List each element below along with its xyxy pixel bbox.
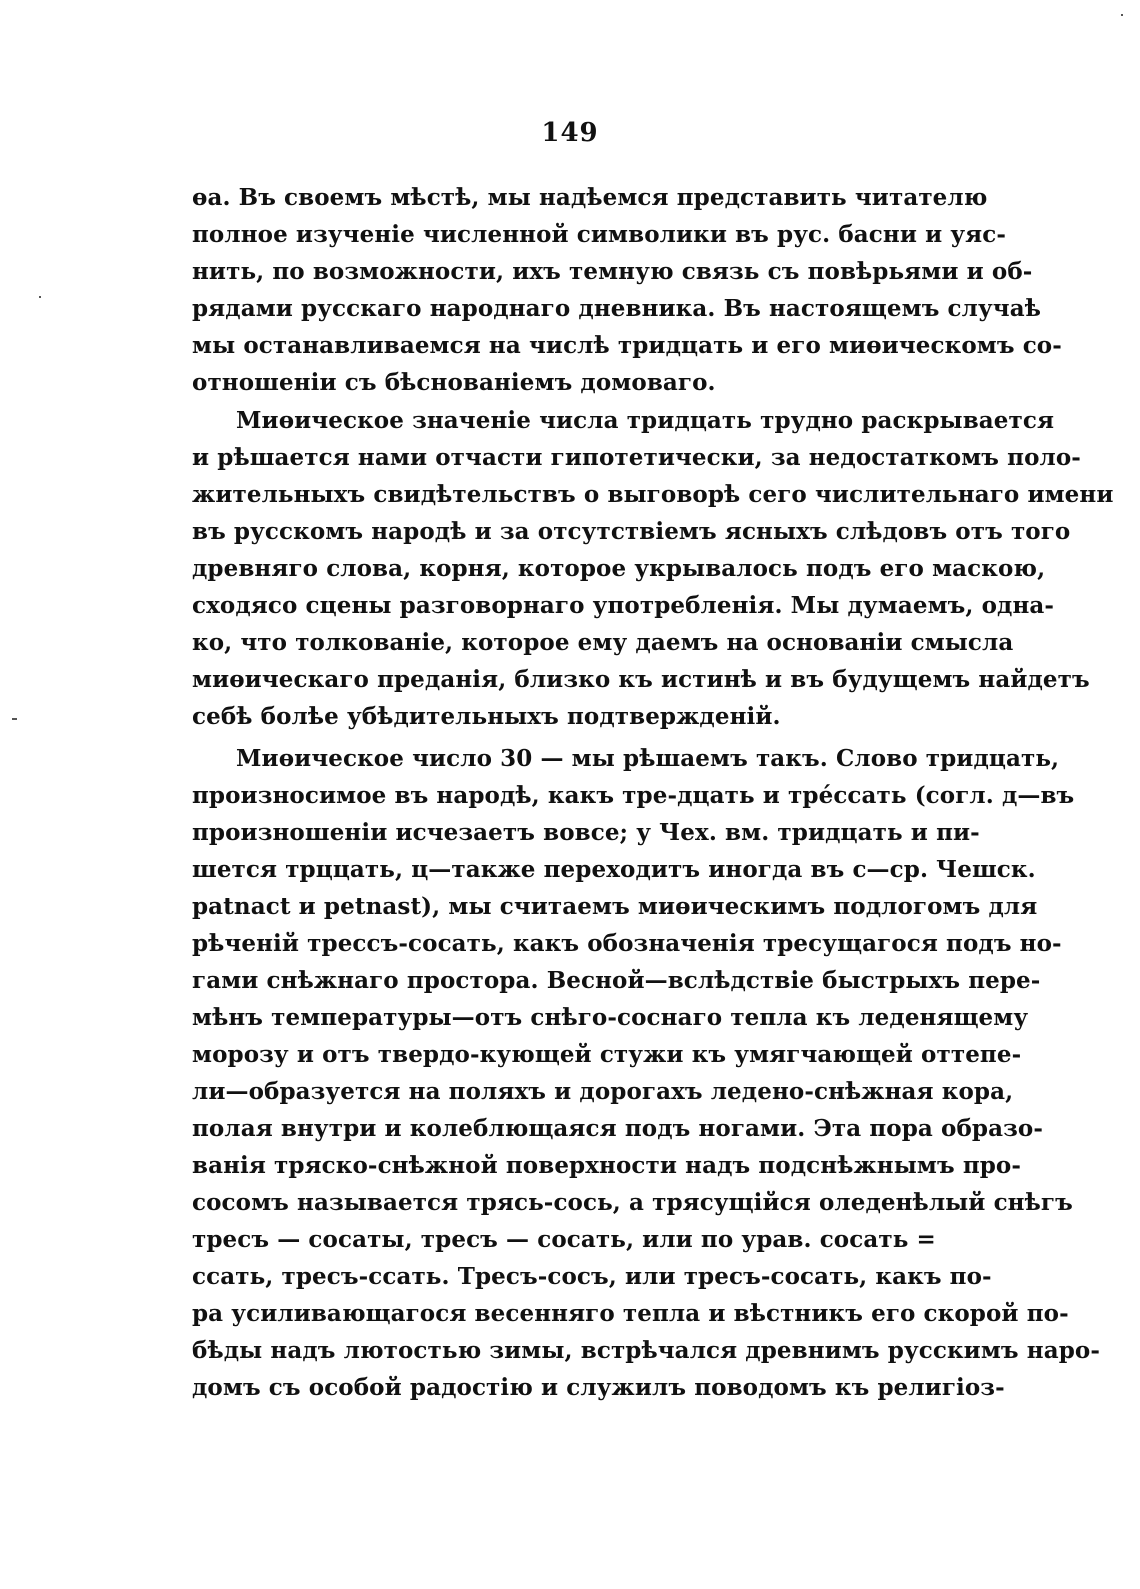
text-line: и рѣшается нами отчасти гипотетически, за недостаткомъ поло- (192, 444, 1081, 471)
text-line: рѣченій трессъ-сосать, какъ обозначенія тресущагося подъ но- (192, 930, 1062, 957)
text-line: бѣды надъ лютостью зимы, встрѣчался древнимъ русскимъ наро- (192, 1337, 1100, 1364)
text-line: жительныхъ свидѣтельствъ о выговорѣ сего числительнаго имени (192, 481, 1114, 508)
text-line: рядами русскаго народнаго дневника. Въ настоящемъ случаѣ (192, 295, 1042, 322)
text-line: древняго слова, корня, которое укрывалось подъ его маскою, (192, 555, 1046, 582)
text-line: тресъ — сосаты, тресъ — сосать, или по урав. сосать = (192, 1226, 936, 1253)
text-line: морозу и отъ твердо-кующей стужи къ умягчающей оттепе- (192, 1041, 1022, 1068)
text-line: ра усиливающагося весенняго тепла и вѣстникъ его скорой по- (192, 1300, 1069, 1327)
text-line: ссать, тресъ-ссать. Тресъ-сосъ, или тресъ-сосать, какъ по- (192, 1263, 992, 1290)
page-number: 149 (541, 118, 599, 148)
text-line: шется трццать, ц—также переходитъ иногда въ с—ср. Чешск. (192, 856, 1036, 883)
text-line: мы останавливаемся на числѣ тридцать и его миөическомъ со- (192, 332, 1062, 359)
scan-speck (12, 718, 17, 720)
text-line: гами снѣжнаго простора. Весной—вслѣдствіе быстрыхъ пере- (192, 967, 1041, 994)
text-line: өа. Въ своемъ мѣстѣ, мы надѣемся представить читателю (192, 184, 988, 211)
text-line: домъ съ особой радостію и служилъ поводомъ къ религіоз- (192, 1374, 1005, 1401)
text-line: ванія тряско-снѣжной поверхности надъ подснѣжнымъ про- (192, 1152, 1022, 1179)
text-line: произношеніи исчезаетъ вовсе; у Чех. вм. тридцать и пи- (192, 819, 980, 846)
text-line: Миөическое число 30 — мы рѣшаемъ такъ. Слово тридцать, (236, 745, 1060, 772)
scan-speck (39, 296, 41, 298)
scan-speck (1121, 14, 1123, 16)
text-line: полное изученіе численной символики въ рус. басни и уяс- (192, 221, 1007, 248)
text-line: сходясо сцены разговорнаго употребленія. Мы думаемъ, однa- (192, 592, 1055, 619)
text-line: въ русскомъ народѣ и за отсутствіемъ ясныхъ слѣдовъ отъ того (192, 518, 1071, 545)
text-line: отношеніи съ бѣснованіемъ домоваго. (192, 369, 716, 396)
text-line: сосомъ называется трясь-сось, а трясущійся оледенѣлый снѣгъ (192, 1189, 1073, 1216)
text-line: нить, по возможности, ихъ темную связь съ повѣрьями и об- (192, 258, 1033, 285)
text-line: мѣнъ температуры—отъ снѣго-соснаго тепла къ леденящему (192, 1004, 1029, 1031)
text-line: ли—образуется на поляхъ и дорогахъ ледено-снѣжная кора, (192, 1078, 1014, 1105)
text-line: Миөическое значеніе числа тридцать трудно раскрывается (236, 407, 1055, 434)
text-line: полая внутри и колеблющаяся подъ ногами. Эта пора образо- (192, 1115, 1043, 1142)
text-line: patnact и petnast), мы считаемъ миөическимъ подлогомъ для (192, 893, 1038, 920)
text-line: себѣ болѣе убѣдительныхъ подтвержденій. (192, 703, 781, 730)
text-line: произносимое въ народѣ, какъ тре-дцать и трéссать (согл. д—въ (192, 782, 1075, 809)
text-line: миөическаго преданія, близко къ истинѣ и въ будущемъ найдетъ (192, 666, 1090, 693)
text-line: ко, что толкованіе, которое ему даемъ на основаніи смысла (192, 629, 1014, 656)
